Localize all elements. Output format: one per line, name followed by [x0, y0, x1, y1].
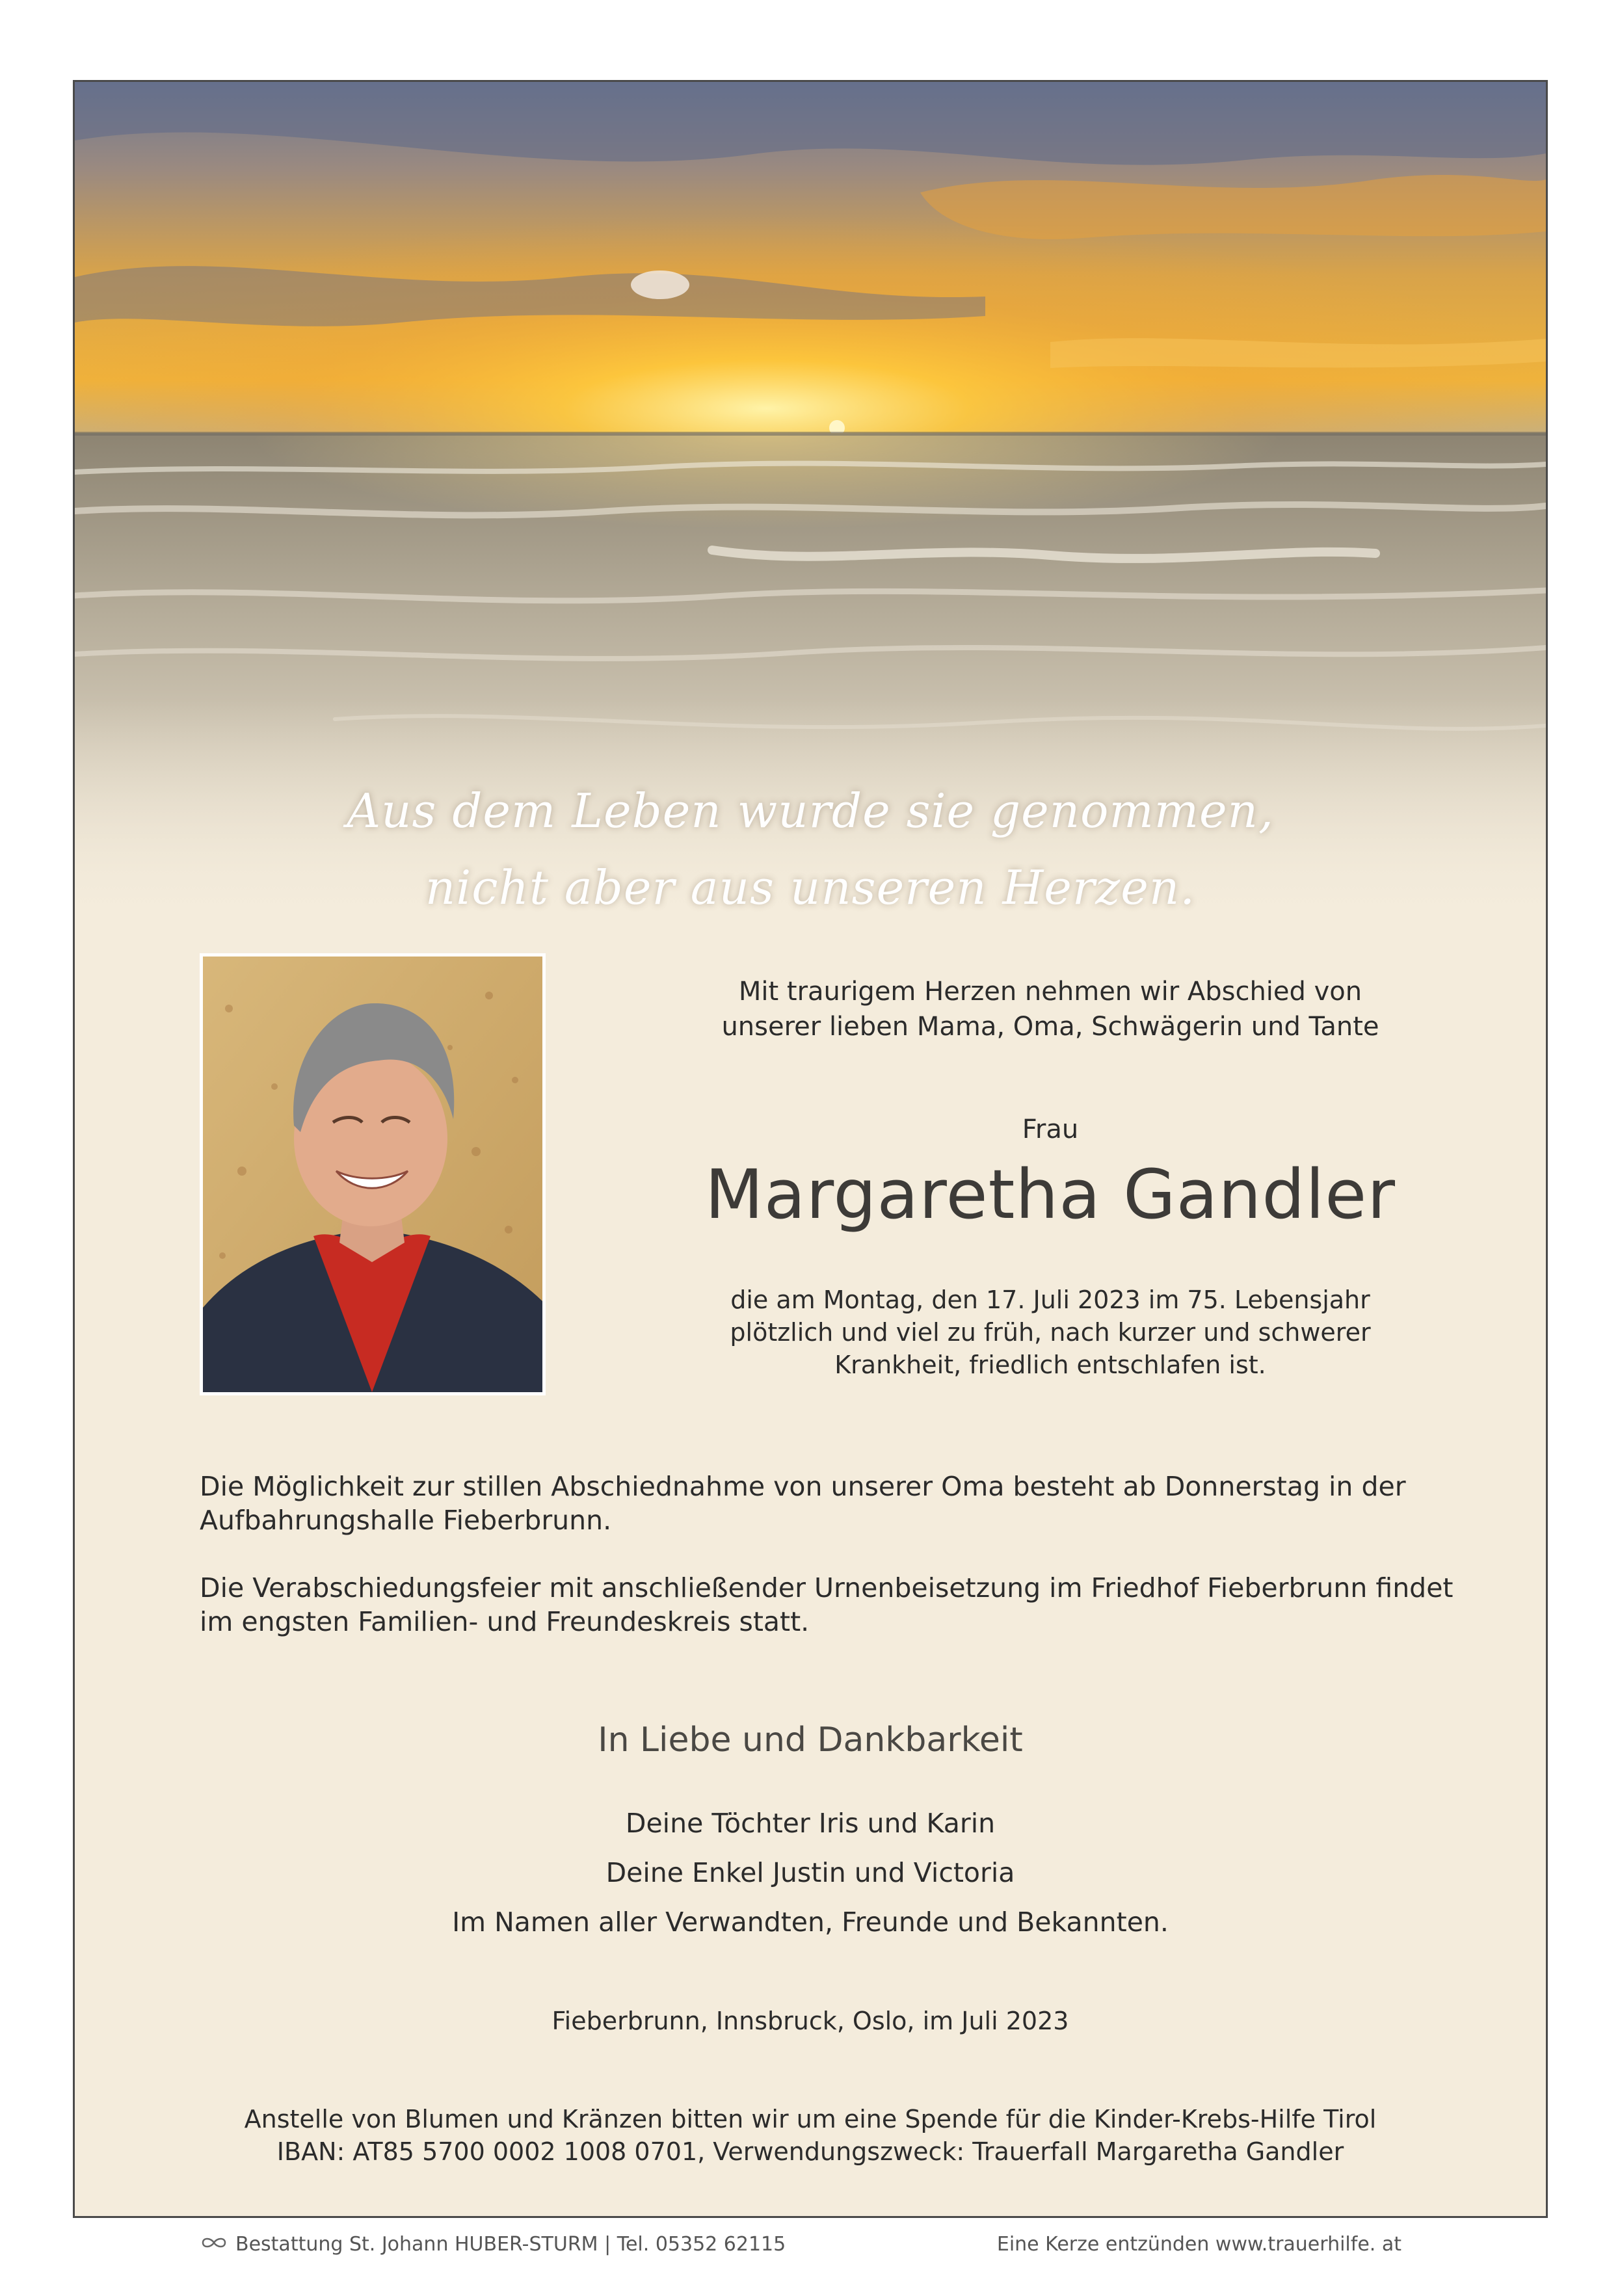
portrait-illustration [203, 957, 542, 1392]
donation-note [75, 2103, 1546, 2168]
viewing-line-2: Aufbahrungshalle Fieberbrunn. [200, 1505, 612, 1536]
funeral-home-text: Bestattung St. Johann HUBER-STURM | Tel. 05352 62115 [235, 2233, 786, 2256]
infinity-icon [199, 2233, 229, 2256]
funeral-home-footer [199, 2233, 786, 2256]
portrait-photo [200, 953, 546, 1395]
death-line-1: die am Montag, den 17. Juli 2023 im 75. Lebensjahr [730, 1286, 1370, 1314]
mourner-line: Deine Enkel Justin und Victoria [605, 1857, 1015, 1888]
donation-line-1: Anstelle von Blumen und Kränzen bitten wir um eine Spende für die Kinder-Krebs-Hilfe Tirol [244, 2105, 1377, 2133]
salutation: Frau [1022, 1115, 1079, 1144]
ceremony-line-1: Die Verabschiedungsfeier mit anschließender Urnenbeisetzung im Friedhof Fieberbrunn findet [200, 1572, 1454, 1603]
place-date: Fieberbrunn, Innsbruck, Oslo, im Juli 2023 [551, 2007, 1069, 2035]
intro-line-2: unserer lieben Mama, Oma, Schwägerin und Tante [721, 1012, 1379, 1042]
viewing-line-1: Die Möglichkeit zur stillen Abschiednahme von unserer Oma besteht ab Donnerstag in der [200, 1471, 1406, 1502]
death-line-3: Krankheit, friedlich entschlafen ist. [834, 1351, 1266, 1379]
mourners-list [75, 1799, 1546, 1947]
sunset-sea-image [75, 82, 1546, 927]
intro-line-1: Mit traurigem Herzen nehmen wir Abschied von [738, 977, 1362, 1007]
ceremony-line-2: im engsten Familien- und Freundeskreis statt. [200, 1606, 810, 1637]
mourner-line: Im Namen aller Verwandten, Freunde und Bekannten. [452, 1907, 1169, 1938]
donation-line-2: IBAN: AT85 5700 0002 1008 0701, Verwendungszweck: Trauerfall Margaretha Gandler [276, 2137, 1344, 2166]
motto-line-1: Aus dem Leben wurde sie genommen, [347, 784, 1274, 838]
mourner-line: Deine Töchter Iris und Karin [625, 1808, 996, 1839]
ceremony-paragraph [200, 1571, 1468, 1639]
intro-text [582, 974, 1519, 1044]
death-line-2: plötzlich und viel zu früh, nach kurzer und schwerer [730, 1318, 1371, 1347]
motto-quote [75, 772, 1546, 926]
obituary-card [73, 80, 1548, 2218]
death-notice [582, 1284, 1519, 1381]
candle-link[interactable]: Eine Kerze entzünden www.trauerhilfe. at [996, 2233, 1401, 2256]
motto-line-2: nicht aber aus unseren Herzen. [425, 860, 1196, 915]
closing-phrase: In Liebe und Dankbarkeit [598, 1721, 1023, 1760]
deceased-name: Margaretha Gandler [705, 1155, 1396, 1234]
viewing-paragraph [200, 1470, 1468, 1537]
